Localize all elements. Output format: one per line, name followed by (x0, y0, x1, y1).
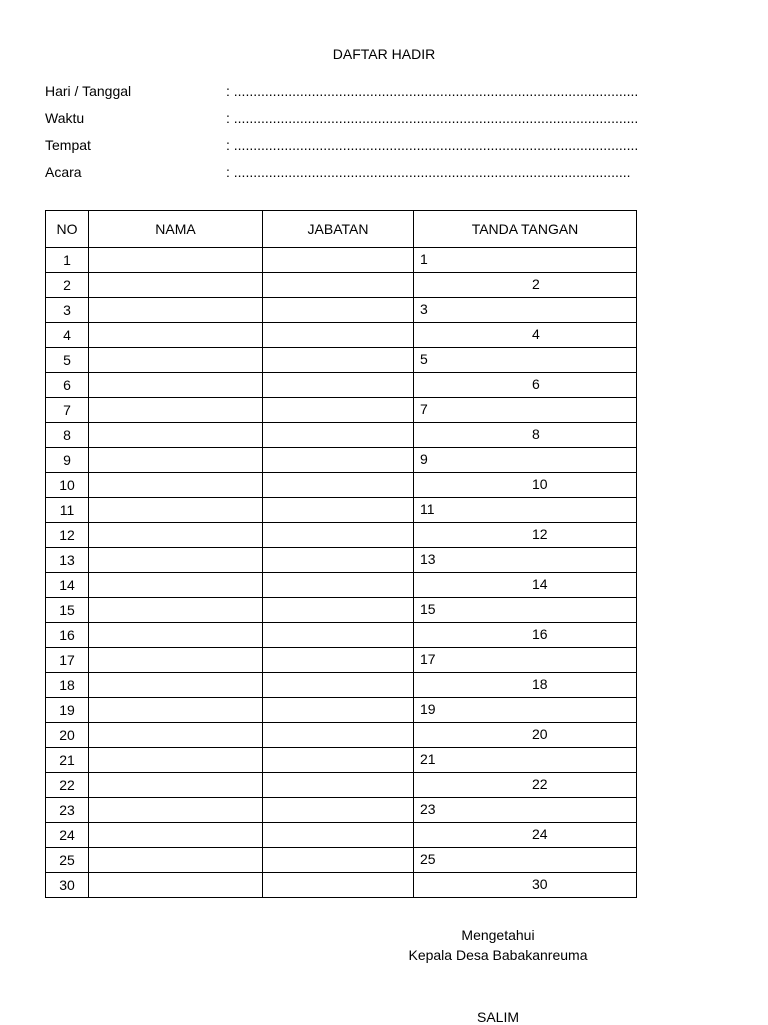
signature-number: 15 (420, 601, 436, 617)
cell-jabatan[interactable] (263, 323, 414, 348)
signature-number: 19 (420, 701, 436, 717)
table-row (46, 873, 637, 898)
cell-jabatan[interactable] (263, 473, 414, 498)
table-row (46, 473, 637, 498)
cell-jabatan[interactable] (263, 848, 414, 873)
info-label: Acara (45, 164, 82, 180)
cell-no: 6 (46, 373, 89, 398)
cell-tanda-tangan[interactable] (414, 823, 637, 848)
cell-jabatan[interactable] (263, 598, 414, 623)
cell-no: 19 (46, 698, 89, 723)
cell-no: 5 (46, 348, 89, 373)
table-header-row (46, 211, 637, 248)
cell-nama[interactable] (89, 248, 263, 273)
cell-no: 22 (46, 773, 89, 798)
cell-nama[interactable] (89, 723, 263, 748)
cell-nama[interactable] (89, 648, 263, 673)
table-row (46, 273, 637, 298)
header-jabatan: JABATAN (263, 211, 414, 248)
cell-nama[interactable] (89, 298, 263, 323)
cell-no: 7 (46, 398, 89, 423)
signature-number: 2 (532, 276, 540, 292)
cell-tanda-tangan[interactable] (414, 548, 637, 573)
cell-tanda-tangan[interactable] (414, 448, 637, 473)
cell-no: 10 (46, 473, 89, 498)
cell-no: 25 (46, 848, 89, 873)
cell-jabatan[interactable] (263, 548, 414, 573)
cell-nama[interactable] (89, 823, 263, 848)
attendance-rows (46, 248, 637, 898)
cell-jabatan[interactable] (263, 248, 414, 273)
signature-number: 4 (532, 326, 540, 342)
cell-nama[interactable] (89, 373, 263, 398)
cell-no: 18 (46, 673, 89, 698)
table-row (46, 673, 637, 698)
cell-jabatan[interactable] (263, 773, 414, 798)
cell-tanda-tangan[interactable] (414, 648, 637, 673)
table-row (46, 298, 637, 323)
cell-no: 9 (46, 448, 89, 473)
signature-number: 10 (532, 476, 548, 492)
info-row-acara (45, 164, 685, 184)
cell-tanda-tangan[interactable] (414, 373, 637, 398)
table-row (46, 373, 637, 398)
table-row (46, 798, 637, 823)
table-row (46, 523, 637, 548)
table-row (46, 398, 637, 423)
table-row (46, 773, 637, 798)
cell-tanda-tangan[interactable] (414, 498, 637, 523)
cell-jabatan[interactable] (263, 373, 414, 398)
cell-jabatan[interactable] (263, 648, 414, 673)
cell-no: 21 (46, 748, 89, 773)
cell-nama[interactable] (89, 873, 263, 898)
cell-nama[interactable] (89, 548, 263, 573)
approval-mengetahui: Mengetahui (461, 927, 535, 943)
cell-nama[interactable] (89, 323, 263, 348)
cell-tanda-tangan[interactable] (414, 748, 637, 773)
cell-no: 1 (46, 248, 89, 273)
cell-jabatan[interactable] (263, 823, 414, 848)
cell-no: 15 (46, 598, 89, 623)
approval-name: SALIM (476, 1009, 519, 1025)
table-row (46, 623, 637, 648)
cell-nama[interactable] (89, 498, 263, 523)
cell-nama[interactable] (89, 448, 263, 473)
cell-nama[interactable] (89, 623, 263, 648)
cell-nama[interactable] (89, 773, 263, 798)
cell-tanda-tangan[interactable] (414, 598, 637, 623)
cell-tanda-tangan[interactable] (414, 773, 637, 798)
approval-position: Kepala Desa Babakanreuma (408, 947, 588, 963)
info-row-tempat (45, 137, 685, 157)
cell-tanda-tangan[interactable] (414, 273, 637, 298)
cell-jabatan[interactable] (263, 673, 414, 698)
cell-tanda-tangan[interactable] (414, 723, 637, 748)
table-row (46, 548, 637, 573)
info-label: Waktu (45, 110, 85, 126)
cell-no: 14 (46, 573, 89, 598)
cell-jabatan[interactable] (263, 798, 414, 823)
cell-nama[interactable] (89, 598, 263, 623)
signature-number: 30 (532, 876, 548, 892)
table-row (46, 723, 637, 748)
signature-number: 22 (532, 776, 548, 792)
signature-number: 5 (420, 351, 428, 367)
signature-number: 6 (532, 376, 540, 392)
signature-number: 16 (532, 626, 548, 642)
cell-no: 12 (46, 523, 89, 548)
info-label: Tempat (45, 137, 91, 153)
table-row (46, 448, 637, 473)
cell-tanda-tangan[interactable] (414, 348, 637, 373)
cell-jabatan[interactable] (263, 573, 414, 598)
info-row-waktu (45, 110, 685, 130)
cell-jabatan[interactable] (263, 498, 414, 523)
cell-jabatan[interactable] (263, 448, 414, 473)
signature-number: 24 (532, 826, 548, 842)
signature-number: 23 (420, 801, 436, 817)
info-label: Hari / Tanggal (45, 83, 132, 99)
cell-nama[interactable] (89, 848, 263, 873)
cell-no: 30 (46, 873, 89, 898)
signature-number: 17 (420, 651, 436, 667)
cell-no: 17 (46, 648, 89, 673)
table-row (46, 248, 637, 273)
cell-jabatan[interactable] (263, 398, 414, 423)
cell-jabatan[interactable] (263, 623, 414, 648)
signature-number: 25 (420, 851, 436, 867)
cell-no: 4 (46, 323, 89, 348)
cell-nama[interactable] (89, 573, 263, 598)
table-row (46, 648, 637, 673)
cell-jabatan[interactable] (263, 423, 414, 448)
cell-tanda-tangan[interactable] (414, 473, 637, 498)
cell-no: 8 (46, 423, 89, 448)
document-title: DAFTAR HADIR (332, 46, 436, 62)
header-tanda-tangan: TANDA TANGAN (414, 211, 637, 248)
cell-nama[interactable] (89, 473, 263, 498)
table-row (46, 323, 637, 348)
cell-nama[interactable] (89, 423, 263, 448)
cell-nama[interactable] (89, 673, 263, 698)
cell-nama[interactable] (89, 523, 263, 548)
cell-no: 2 (46, 273, 89, 298)
cell-jabatan[interactable] (263, 748, 414, 773)
cell-tanda-tangan[interactable] (414, 323, 637, 348)
cell-jabatan[interactable] (263, 698, 414, 723)
cell-tanda-tangan[interactable] (414, 873, 637, 898)
signature-number: 8 (532, 426, 540, 442)
cell-tanda-tangan[interactable] (414, 673, 637, 698)
cell-tanda-tangan[interactable] (414, 698, 637, 723)
info-value-dotted: : ........................................................................................................ (226, 110, 639, 126)
table-row (46, 748, 637, 773)
info-row-hari-tanggal (45, 83, 685, 103)
cell-nama[interactable] (89, 698, 263, 723)
signature-number: 11 (420, 501, 435, 517)
cell-tanda-tangan[interactable] (414, 623, 637, 648)
header-no: NO (46, 211, 89, 248)
signature-number: 9 (420, 451, 428, 467)
attendance-table (45, 210, 637, 898)
cell-tanda-tangan[interactable] (414, 248, 637, 273)
signature-number: 20 (532, 726, 548, 742)
cell-no: 11 (46, 498, 89, 523)
cell-tanda-tangan[interactable] (414, 798, 637, 823)
table-row (46, 348, 637, 373)
signature-number: 1 (420, 251, 428, 267)
cell-tanda-tangan[interactable] (414, 523, 637, 548)
signature-number: 7 (420, 401, 428, 417)
cell-nama[interactable] (89, 398, 263, 423)
cell-no: 3 (46, 298, 89, 323)
table-row (46, 423, 637, 448)
table-row (46, 598, 637, 623)
cell-tanda-tangan[interactable] (414, 848, 637, 873)
cell-no: 24 (46, 823, 89, 848)
cell-jabatan[interactable] (263, 273, 414, 298)
cell-jabatan[interactable] (263, 298, 414, 323)
cell-no: 16 (46, 623, 89, 648)
cell-tanda-tangan[interactable] (414, 573, 637, 598)
cell-tanda-tangan[interactable] (414, 398, 637, 423)
cell-tanda-tangan[interactable] (414, 423, 637, 448)
cell-nama[interactable] (89, 798, 263, 823)
signature-number: 3 (420, 301, 428, 317)
info-value-dotted: : ...................................................................................................... (226, 164, 631, 180)
table-row (46, 498, 637, 523)
cell-nama[interactable] (89, 348, 263, 373)
info-value-dotted: : ........................................................................................................ (226, 83, 639, 99)
cell-jabatan[interactable] (263, 348, 414, 373)
signature-number: 18 (532, 676, 548, 692)
cell-no: 23 (46, 798, 89, 823)
cell-nama[interactable] (89, 748, 263, 773)
cell-no: 13 (46, 548, 89, 573)
cell-nama[interactable] (89, 273, 263, 298)
cell-tanda-tangan[interactable] (414, 298, 637, 323)
cell-jabatan[interactable] (263, 723, 414, 748)
signature-number: 21 (420, 751, 436, 767)
info-value-dotted: : ........................................................................................................ (226, 137, 639, 153)
signature-number: 13 (420, 551, 436, 567)
table-row (46, 848, 637, 873)
signature-number: 14 (532, 576, 548, 592)
cell-jabatan[interactable] (263, 523, 414, 548)
header-nama: NAMA (89, 211, 263, 248)
cell-jabatan[interactable] (263, 873, 414, 898)
signature-number: 12 (532, 526, 548, 542)
cell-no: 20 (46, 723, 89, 748)
table-row (46, 823, 637, 848)
table-row (46, 698, 637, 723)
table-row (46, 573, 637, 598)
